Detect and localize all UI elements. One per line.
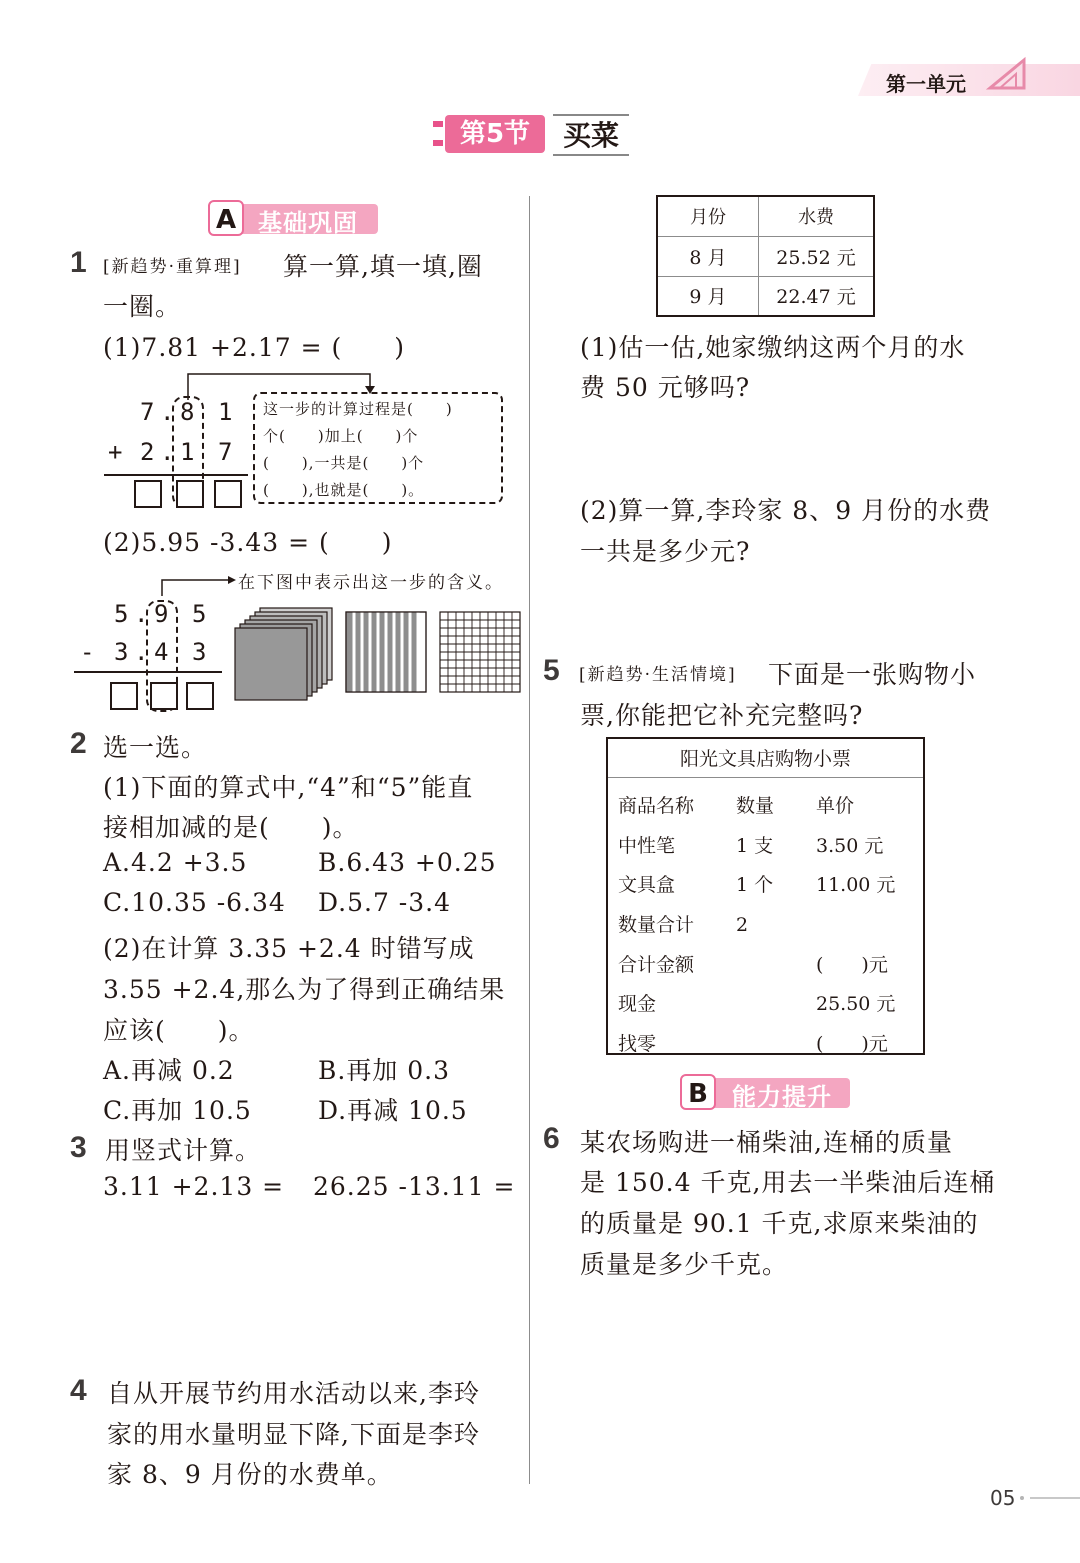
column-divider [529,196,530,1484]
page-number-line [1030,1497,1080,1499]
part-b-header [680,1074,852,1110]
section-badge: 第5节 [445,115,545,153]
option-b[interactable]: B.再加 0.3 [318,1056,451,1085]
digit: 4 [154,638,169,666]
question-stem: 票,你能把它补充完整吗? [580,701,864,730]
section-badge-decor [433,140,443,146]
table-cell: 25.52 元 [759,236,875,276]
decimal-point: . [160,398,175,426]
hundred-squares-stack [235,608,332,700]
question-stem: 的质量是 90.1 千克,求原来柴油的 [580,1209,979,1238]
digit: 9 [154,600,169,628]
question-number: 4 [70,1374,87,1407]
sub-question: 费 50 元够吗? [580,373,751,402]
receipt-row [618,866,918,906]
question-number: 2 [70,727,87,760]
answer-box[interactable] [134,480,162,508]
receipt-cell: 文具盒 [618,874,676,897]
hint-line: ( ),也就是( )。 [263,481,425,499]
question-stem: 是 150.4 千克,用去一半柴油后连桶 [580,1168,996,1197]
question-number: 3 [70,1131,87,1164]
answer-box[interactable] [110,682,138,710]
digit: 7 [218,438,233,466]
expression: 3.11 +2.13 = [103,1172,285,1201]
receipt-cell: 合计金额 [618,953,695,976]
hint-line: 个( )加上( )个 [263,427,419,445]
part-a-letter: A [208,200,244,236]
sub-question: (1)7.81 +2.17 = ( ) [103,333,405,362]
receipt-blank[interactable]: ( )元 [816,1033,888,1056]
vertical-addition [100,370,250,515]
sub-question: (1)下面的算式中,“4”和“5”能直 [103,773,474,802]
sub-question: 一共是多少元? [580,537,751,566]
section-badge-decor [433,121,443,127]
option-d[interactable]: D.5.7 -3.4 [318,888,452,917]
hint-text: 在下图中表示出这一步的含义。 [238,573,504,593]
answer-box[interactable] [150,682,178,710]
receipt-row [618,787,918,827]
sub-question: (1)估一估,她家缴纳这两个月的水 [580,333,966,362]
receipt-row [618,946,918,986]
sub-question: (2)5.95 -3.43 = ( ) [103,528,393,557]
receipt-cell: 25.50 元 [816,993,896,1016]
receipt-row [618,985,918,1025]
section-title: 买菜 [553,114,629,156]
decimal-point: . [134,638,149,666]
receipt-row [618,906,918,946]
digit: 3 [192,638,207,666]
expression: 26.25 -13.11 = [313,1172,516,1201]
question-number: 5 [543,654,560,687]
digit: 2 [140,438,155,466]
receipt-cell: 1 个 [736,874,774,897]
receipt-cell: 1 支 [736,834,774,857]
decimal-point: . [134,600,149,628]
receipt-cell: 数量 [736,795,775,817]
question-stem: 用竖式计算。 [105,1136,262,1165]
part-a-title: 基础巩固 [258,209,358,237]
question-number: 6 [543,1122,560,1155]
digit: 8 [180,398,195,426]
option-c[interactable]: C.再加 10.5 [103,1096,252,1125]
hint-line: 这一步的计算过程是( ) [263,400,453,418]
operator: + [108,438,123,466]
answer-box[interactable] [214,480,242,508]
digit: 5 [192,600,207,628]
question-tag: [新趋势·重算理] [103,257,242,277]
sub-question: 应该( )。 [103,1016,255,1045]
answer-box[interactable] [176,480,204,508]
table-cell: 9 月 [657,276,759,316]
digit: 7 [140,398,155,426]
question-number: 1 [70,246,87,279]
table-header: 月份 [657,196,759,236]
hint-box [253,392,503,504]
receipt-cell: 中性笔 [618,834,676,857]
hint-line: ( ),一共是( )个 [263,454,425,472]
digit: 1 [180,438,195,466]
sub-question: (2)算一算,李玲家 8、9 月份的水费 [580,496,992,525]
page-number: 05 [990,1486,1016,1510]
question-stem: 下面是一张购物小 [768,660,977,689]
receipt-cell: 11.00 元 [816,874,896,897]
option-a[interactable]: A.4.2 +3.5 [103,848,248,877]
table-header: 水费 [759,196,875,236]
table-cell: 8 月 [657,236,759,276]
option-d[interactable]: D.再减 10.5 [318,1096,468,1125]
question-stem: 选一选。 [103,733,208,762]
option-c[interactable]: C.10.35 -6.34 [103,888,286,917]
sub-question: 3.55 +2.4,那么为了得到正确结果 [103,975,506,1004]
sub-question: 接相加减的是( )。 [103,813,359,842]
question-stem: 自从开展节约用水活动以来,李玲 [107,1379,480,1408]
vertical-subtraction [72,566,242,716]
question-stem: 算一算,填一填,圈 [283,252,483,281]
digit: 1 [218,398,233,426]
receipt-cell: 商品名称 [618,795,695,817]
page-number-dot [1020,1496,1024,1500]
sub-question: (2)在计算 3.35 +2.4 时错写成 [103,934,475,963]
part-b-title: 能力提升 [732,1083,832,1111]
receipt-row [618,1025,918,1065]
receipt-title: 阳光文具店购物小票 [608,739,923,778]
digit: 5 [114,600,129,628]
question-stem: 质量是多少千克。 [580,1250,789,1279]
receipt-cell: 3.50 元 [816,834,884,857]
digit: 3 [114,638,129,666]
part-b-letter: B [680,1074,716,1110]
unit-title: 第一单元 [886,72,966,96]
part-a-header [208,200,380,236]
table-cell: 22.47 元 [759,276,875,316]
hundredths-grid [440,612,520,692]
receipt-cell: 现金 [618,993,657,1016]
answer-box[interactable] [186,682,214,710]
water-bill-table [656,195,875,317]
tenths-strips [346,612,426,692]
receipt-row [618,827,918,867]
receipt-cell: 单价 [816,795,855,817]
question-stem: 一圈。 [103,292,182,321]
question-stem: 某农场购进一桶柴油,连桶的质量 [580,1128,953,1157]
shopping-receipt [606,737,925,1055]
place-value-blocks [230,604,525,708]
question-tag: [新趋势·生活情境] [579,665,737,685]
option-b[interactable]: B.6.43 +0.25 [318,848,497,877]
receipt-cell: 2 [736,914,749,937]
receipt-blank[interactable]: ( )元 [816,953,888,976]
question-stem: 家 8、9 月份的水费单。 [107,1460,393,1489]
sum-line [104,474,248,476]
question-stem: 家的用水量明显下降,下面是李玲 [107,1420,480,1449]
receipt-cell: 找零 [618,1033,657,1056]
decimal-point: . [160,438,175,466]
receipt-cell: 数量合计 [618,914,695,937]
operator: - [80,638,95,666]
difference-line [74,671,222,673]
option-a[interactable]: A.再减 0.2 [103,1056,235,1085]
triangle-ruler-icon [986,56,1030,92]
